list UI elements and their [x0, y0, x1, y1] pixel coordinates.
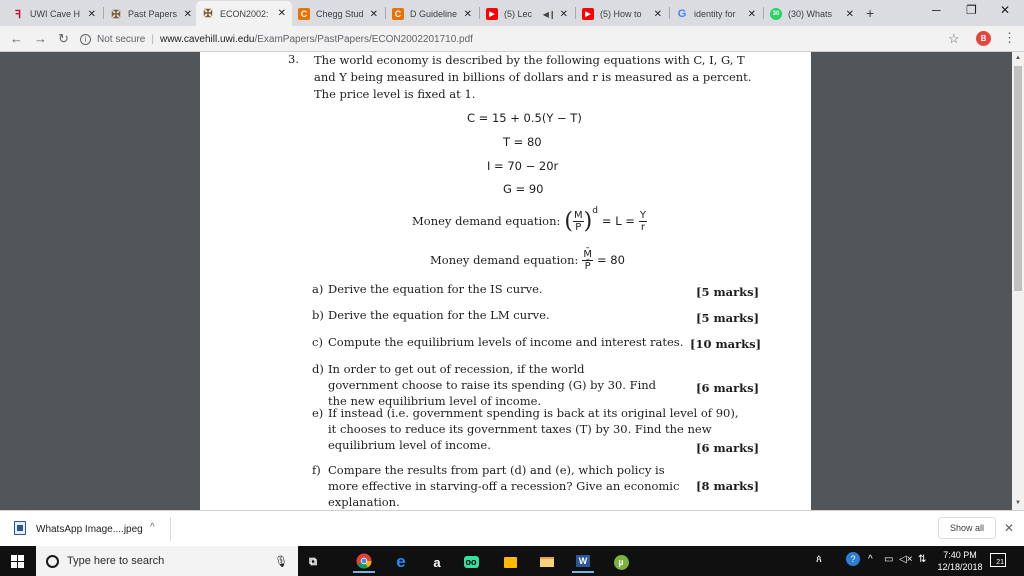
windows-taskbar	[0, 546, 1024, 576]
scroll-up-icon[interactable]: ▲	[1015, 55, 1021, 61]
part-d: d) In order to get out of recession, if the world government choose to raise its spending (G) by 30. Find the new equilibrium level of income.	[312, 362, 657, 408]
part-c: c) Compute the equilibrium levels of income and interest rates.	[312, 335, 684, 349]
tab-uwi-cave-hill[interactable]	[6, 2, 102, 26]
money-demand-equation: Money demand equation: ( $\frac{M}{P}$ ) d = L = $\frac{Y}{r}$	[412, 206, 647, 234]
download-shelf	[0, 510, 1024, 546]
restore-button[interactable]: ❐	[966, 3, 977, 17]
chrome-menu-icon[interactable]: ⋮	[1003, 30, 1016, 45]
equation-government: G = 90	[503, 182, 544, 196]
address-bar[interactable]: i Not secure | www.cavehill.uwi.edu /ExamPapers/PastPapers/ECON2002201710.pdf	[80, 29, 968, 49]
whatsapp-icon: 30	[770, 8, 782, 20]
marks-c: [10 marks]	[690, 337, 762, 351]
question-text: The world economy is described by the following equations with C, I, G, T and Y being measured in billions of dollars and r is measured as a percent. The price level is fixed at 1.	[314, 53, 752, 101]
back-button[interactable]: ←	[10, 31, 23, 46]
show-all-button[interactable]: Show all	[938, 517, 996, 539]
part-e: e) If instead (i.e. government spending is back at its original level of 90), it chooses to reduce its government taxes (T) by 30. Find the new equilibrium level of income.	[312, 406, 739, 452]
url-path: /ExamPapers/PastPapers/ECON2002201710.pdf	[254, 33, 473, 45]
marks-b: [5 marks]	[696, 311, 760, 325]
equation-consumption: C = 15 + 0.5(Y − T)	[467, 111, 582, 125]
windows-start-icon[interactable]	[11, 555, 24, 568]
clock-date: 12/18/2018	[937, 562, 983, 572]
uwi-crest-icon: ✠	[111, 8, 121, 21]
reload-button[interactable]: ↻	[58, 31, 69, 46]
uwi-icon: ꟻ	[14, 8, 22, 21]
profile-avatar[interactable]: B	[976, 31, 991, 46]
marks-f: [8 marks]	[696, 479, 760, 493]
uwi-crest-icon: ✠	[203, 8, 213, 20]
chegg-icon: C	[392, 8, 404, 20]
tab-d-guideline[interactable]	[386, 2, 478, 26]
forward-button[interactable]: →	[34, 31, 47, 46]
file-explorer-icon[interactable]	[536, 551, 558, 573]
close-tab-icon[interactable]: ✕	[747, 8, 756, 20]
tab-econ2002[interactable]	[196, 1, 292, 26]
system-clock[interactable]	[936, 549, 984, 573]
tab-title: Chegg Stud	[316, 9, 364, 19]
pdf-page	[200, 52, 811, 510]
marks-a: [5 marks]	[696, 285, 760, 299]
tab-youtube-how-to[interactable]	[576, 2, 668, 26]
chevron-up-icon[interactable]: ^	[868, 554, 873, 565]
vertical-scrollbar[interactable]	[1012, 52, 1024, 510]
tab-youtube-lec[interactable]	[480, 2, 574, 26]
close-tab-icon[interactable]: ✕	[463, 8, 472, 20]
tab-strip	[0, 0, 1024, 26]
close-tab-icon[interactable]: ✕	[87, 8, 96, 20]
scrollbar-thumb[interactable]	[1014, 66, 1022, 291]
people-icon[interactable]: ጰ	[816, 554, 822, 565]
download-filename[interactable]: WhatsApp Image....jpeg	[36, 524, 143, 535]
tab-title: UWI Cave H	[30, 9, 81, 19]
close-tab-icon[interactable]: ✕	[183, 8, 192, 20]
close-tab-icon[interactable]: ✕	[845, 8, 854, 20]
speaker-icon[interactable]: ◀❙	[542, 9, 556, 19]
url-host: www.cavehill.uwi.edu	[159, 33, 255, 45]
tab-past-papers[interactable]	[104, 2, 198, 26]
volume-icon[interactable]: ◁×	[899, 554, 913, 565]
marks-e: [6 marks]	[696, 441, 760, 455]
window-close-button[interactable]: ✕	[1000, 3, 1011, 17]
tab-title: (5) Lec	[504, 9, 533, 19]
microphone-icon[interactable]: 🎙︎	[274, 555, 288, 568]
youtube-icon: ▶	[486, 8, 498, 20]
tab-title: (30) Whats	[788, 9, 833, 19]
network-icon[interactable]: ⇅	[918, 554, 927, 565]
utorrent-icon[interactable]: µ	[610, 551, 632, 573]
tab-title: (5) How to	[600, 9, 642, 19]
bookmark-star-icon[interactable]: ☆	[948, 31, 960, 46]
image-file-icon[interactable]	[14, 521, 26, 535]
money-supply-label: Money demand equation:	[430, 253, 579, 267]
close-tab-icon[interactable]: ✕	[277, 8, 286, 19]
battery-icon[interactable]: ▭	[884, 554, 894, 565]
security-status: Not secure	[97, 33, 146, 45]
tripadvisor-icon[interactable]: oo	[465, 557, 477, 567]
part-a: a) Derive the equation for the IS curve.	[312, 282, 543, 296]
google-icon: G	[677, 8, 687, 20]
new-tab-button[interactable]: +	[866, 5, 875, 21]
tab-title: identity for	[694, 9, 736, 19]
chrome-icon[interactable]	[353, 551, 375, 573]
part-f: f) Compare the results from part (d) and (e), which policy is more effective in starving-off a recession? Give an economic explanation.	[312, 463, 680, 509]
question-number: 3.	[288, 52, 299, 66]
money-supply-equation: Money demand equation: $\frac{M̄}{P̄}$ = 80	[430, 248, 625, 272]
store-icon[interactable]	[499, 551, 521, 573]
close-shelf-icon[interactable]: ✕	[1004, 521, 1015, 535]
tab-chegg-study[interactable]	[292, 2, 384, 26]
close-tab-icon[interactable]: ✕	[559, 8, 568, 20]
chegg-icon: C	[298, 8, 310, 20]
word-icon[interactable]: W	[572, 551, 594, 573]
taskbar-search[interactable]	[36, 546, 298, 576]
part-b: b) Derive the equation for the LM curve.	[312, 308, 550, 322]
close-tab-icon[interactable]: ✕	[369, 8, 378, 20]
cortana-icon[interactable]	[46, 555, 59, 568]
tab-whatsapp[interactable]	[764, 2, 860, 26]
pdf-viewer	[0, 52, 1012, 510]
help-icon[interactable]: ?	[846, 552, 860, 566]
marks-d: [6 marks]	[696, 381, 760, 395]
info-icon[interactable]: i	[80, 34, 91, 45]
tab-title: Past Papers	[128, 9, 178, 19]
tab-title: D Guideline	[410, 9, 458, 19]
chevron-up-icon[interactable]: ^	[150, 522, 155, 533]
search-placeholder: Type here to search	[67, 555, 165, 567]
tab-title: ECON2002:	[220, 8, 269, 19]
action-center-icon[interactable]: 21	[990, 553, 1006, 567]
equation-investment: I = 70 − 20r	[487, 159, 559, 173]
minimize-button[interactable]: ─	[932, 3, 941, 17]
close-tab-icon[interactable]: ✕	[653, 8, 662, 20]
tab-google-identity[interactable]	[670, 2, 762, 26]
clock-time: 7:40 PM	[943, 550, 977, 560]
browser-toolbar	[0, 26, 1024, 52]
youtube-icon: ▶	[582, 8, 594, 20]
scroll-down-icon[interactable]: ▼	[1015, 500, 1021, 506]
task-view-icon[interactable]: ⧉	[309, 555, 317, 568]
money-demand-label: Money demand equation:	[412, 214, 561, 228]
edge-icon[interactable]: e	[396, 552, 406, 571]
equation-tax: T = 80	[503, 135, 542, 149]
amazon-icon[interactable]: a	[433, 554, 441, 570]
